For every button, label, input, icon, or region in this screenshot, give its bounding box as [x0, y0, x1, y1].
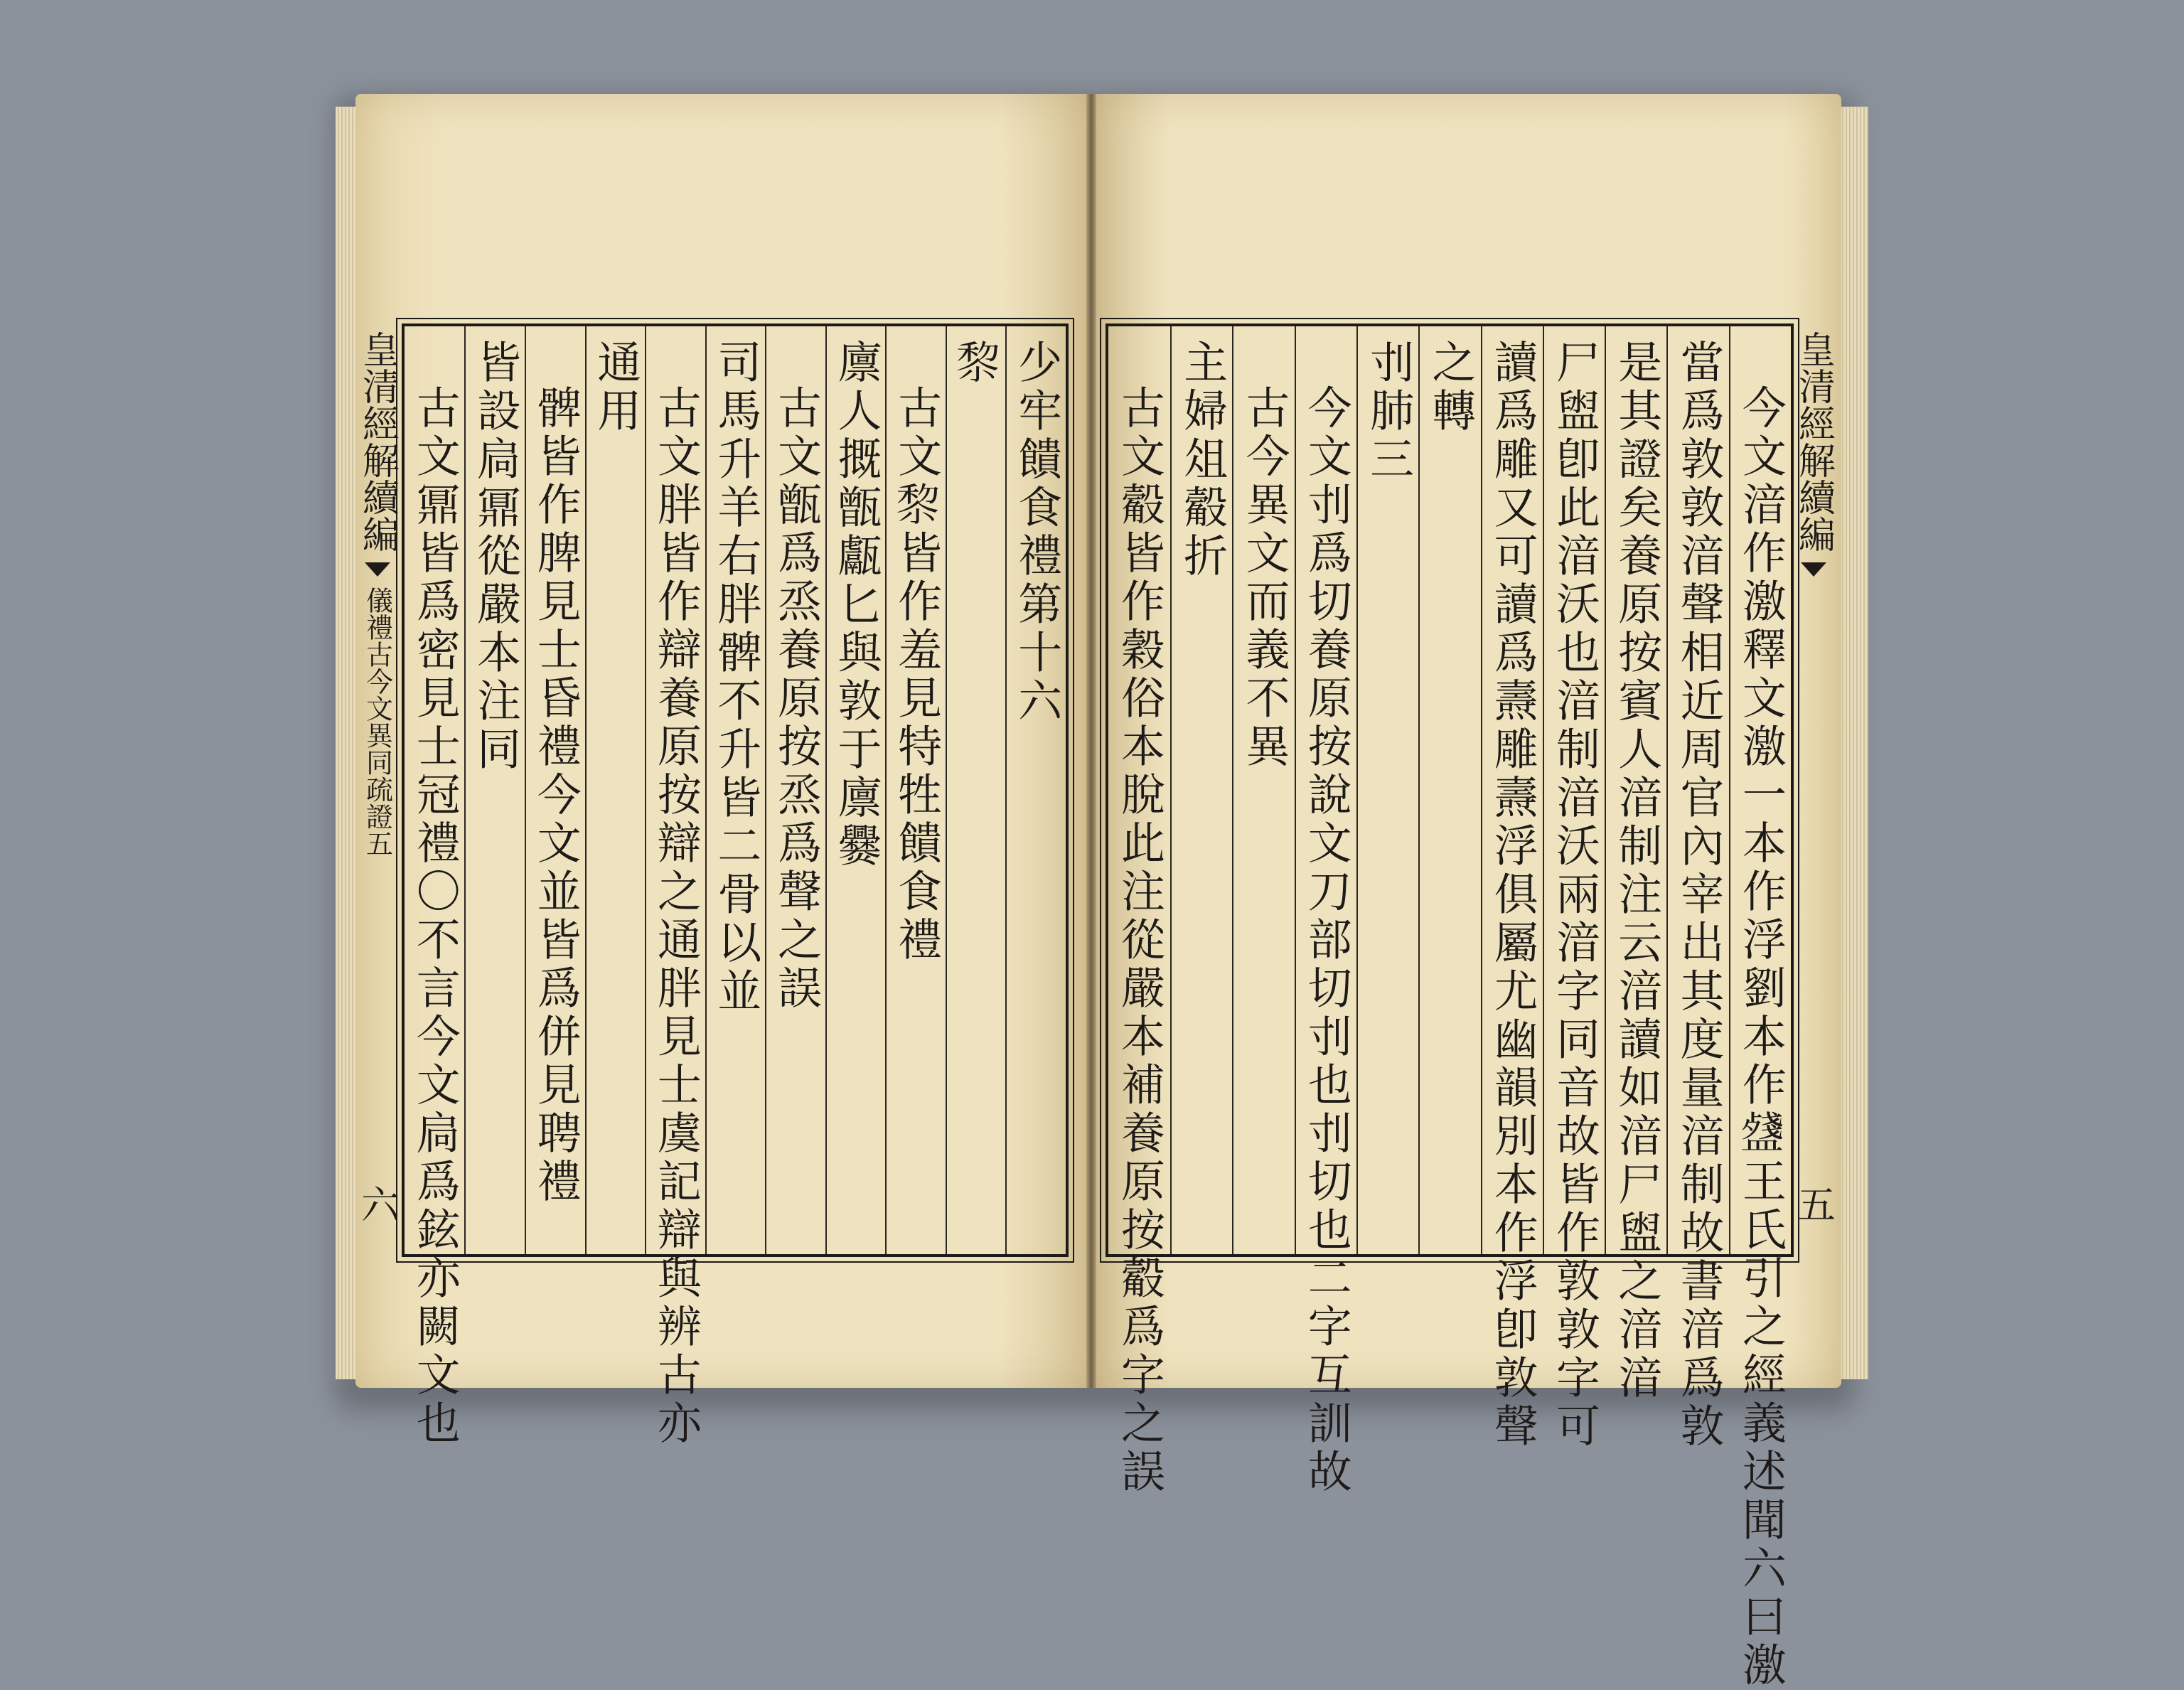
left-text-frame — [402, 323, 1069, 1448]
text-column: 今文刌爲切養原按說文刀部切刌也刌切也二字互訓故 — [1295, 326, 1356, 1254]
fishtail-marker-icon — [1801, 562, 1826, 577]
text-column: 古文胖皆作辯養原按辯之通胖見士虞記辯與辨古亦 — [645, 326, 705, 1254]
left-page-number: 六 — [355, 1184, 400, 1223]
text-column: 通用 — [585, 326, 646, 1254]
fishtail-marker-icon — [365, 562, 390, 577]
text-column: 古文觳皆作穀俗本脫此注從嚴本補養原按觳爲字之誤 — [1113, 385, 1166, 1497]
right-margin-column — [1792, 323, 1836, 1251]
text-column: 刌肺三 — [1356, 326, 1418, 1254]
text-column: 讀爲雕又可讀爲燾雕燾浮俱屬尤幽韻別本作浮卽敦聲 — [1481, 326, 1543, 1254]
text-column: 今文湆作激釋文激一本作浮劉本作𥂥王氏引之經義述聞六曰激 — [1729, 326, 1791, 1254]
text-column: 是其證矣養原按賓人湆制注云湆讀如湆尸盥之湆湆 — [1605, 326, 1666, 1254]
left-margin-column — [355, 323, 400, 1251]
text-column: 主婦俎觳折 — [1170, 326, 1232, 1254]
right-margin-title: 皇清經解續編 — [1792, 331, 1835, 552]
text-column: 當爲敦敦湆聲相近周官內宰出其度量湆制故書湆爲敦 — [1666, 326, 1728, 1254]
text-column: 古文甑爲烝養原按烝爲聲之誤 — [765, 326, 825, 1254]
text-column: 之轉 — [1418, 326, 1480, 1254]
text-column: 髀皆作脾見士昏禮今文並皆爲併見聘禮 — [525, 326, 585, 1254]
right-text-frame — [1106, 323, 1794, 1690]
text-column: 𥟖 — [946, 326, 1006, 1254]
right-page-edges — [1840, 107, 1868, 1379]
text-column: 古今異文而義不異 — [1232, 326, 1294, 1254]
text-column: 皆設扃鼏從嚴本注同 — [464, 326, 525, 1254]
text-column: 少牢饋食禮第十六 — [1005, 326, 1066, 1254]
right-page-number: 五 — [1791, 1184, 1836, 1223]
text-column: 司馬升羊右胖髀不升皆二骨以並 — [705, 326, 766, 1254]
text-column: 古文𥟖皆作羞見特牲饋食禮 — [885, 326, 946, 1254]
text-column: 古文鼏皆爲密見士冠禮〇不言今文扃爲鉉亦闕文也 — [409, 385, 461, 1448]
text-column: 廪人摡甑甗匕與敦于廪爨 — [825, 326, 886, 1254]
text-column: 尸盥卽此湆沃也湆制湆沃兩湆字同音故皆作敦敦字可 — [1543, 326, 1605, 1254]
left-margin-title: 皇清經解續編 — [355, 331, 399, 552]
book-gutter — [1086, 94, 1096, 1388]
left-margin-subtitle: 儀禮古今文異同疏證五 — [361, 587, 393, 857]
